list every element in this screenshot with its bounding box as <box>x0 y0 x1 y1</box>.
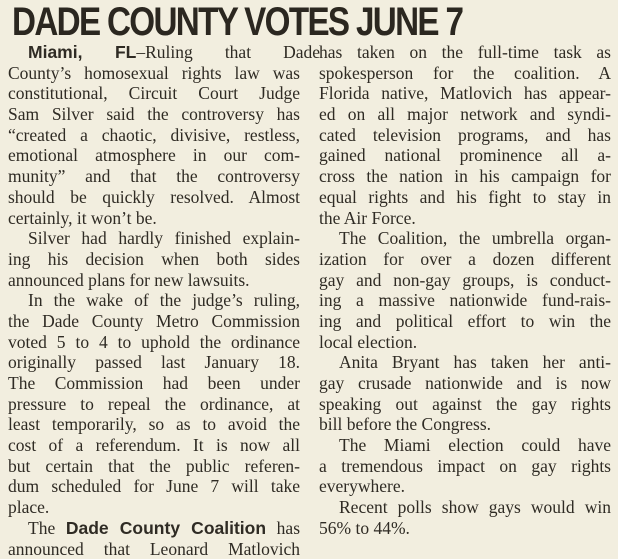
text-run: should be quickly resolved. Almost <box>8 187 300 207</box>
text-run: cost of a referendum. It is now all <box>8 435 300 455</box>
text-line <box>8 145 300 166</box>
text-line <box>8 456 300 477</box>
text-line <box>319 83 611 104</box>
text-line <box>8 394 300 415</box>
text-line <box>8 311 300 332</box>
bold-text-run: Miami, FL <box>28 42 136 62</box>
text-line <box>319 42 611 63</box>
text-run: ing and political effort to win the <box>319 311 611 331</box>
text-line <box>319 518 611 539</box>
text-line <box>319 456 611 477</box>
text-line <box>8 497 300 518</box>
text-run: The Coalition, the umbrella organ- <box>339 228 611 248</box>
text-line <box>8 518 300 539</box>
bold-text-run: Dade County Coalition <box>66 518 266 538</box>
text-run: but certain that the public referen- <box>8 456 300 476</box>
text-line <box>8 187 300 208</box>
text-run: cated television programs, and has <box>319 125 611 145</box>
text-line <box>319 311 611 332</box>
text-run: 56% to 44%. <box>319 518 410 538</box>
text-run: announced plans for new lawsuits. <box>8 270 250 290</box>
text-run: certainly, it won’t be. <box>8 208 157 228</box>
text-run: a tremendous impact on gay rights <box>319 456 611 476</box>
text-run: Silver had hardly finished explain- <box>28 228 300 248</box>
text-line <box>8 208 300 229</box>
text-run: ing his decision when both sides <box>8 249 300 269</box>
text-run: constitutional, Circuit Court Judge <box>8 83 300 103</box>
text-run: Anita Bryant has taken her anti- <box>339 352 611 372</box>
text-run: bill before the Congress. <box>319 414 491 434</box>
text-line <box>8 166 300 187</box>
text-line <box>319 373 611 394</box>
text-line <box>319 166 611 187</box>
text-line <box>319 63 611 84</box>
text-run: munity” and that the controversy <box>8 166 300 186</box>
text-line <box>319 187 611 208</box>
text-line <box>319 435 611 456</box>
text-line <box>8 249 300 270</box>
text-run: voted 5 to 4 to uphold the ordinance <box>8 332 300 352</box>
text-run: The Commission had been under <box>8 373 300 393</box>
text-run: The <box>28 518 66 538</box>
text-line <box>8 42 320 63</box>
text-line <box>8 373 300 394</box>
text-line <box>8 290 300 311</box>
text-line <box>8 476 300 497</box>
text-run: has <box>266 518 300 538</box>
text-run: gained national prominence all a- <box>319 145 611 165</box>
text-line <box>319 249 611 270</box>
text-run: originally passed last January 18. <box>8 352 300 372</box>
text-line <box>8 270 300 291</box>
text-run: emotional atmosphere in our com- <box>8 145 300 165</box>
text-line <box>319 414 611 435</box>
text-run: spokesperson for the coalition. A <box>319 63 611 83</box>
text-run: least temporarily, so as to avoid the <box>8 414 300 434</box>
text-run: dum scheduled for June 7 will take <box>8 476 300 496</box>
article-headline: DADE COUNTY VOTES JUNE 7 <box>12 2 510 42</box>
text-line <box>8 435 300 456</box>
text-line <box>319 228 611 249</box>
text-run: speaking out against the gay rights <box>319 394 611 414</box>
text-run: In the wake of the judge’s ruling, <box>28 290 300 310</box>
text-run: the Air Force. <box>319 208 416 228</box>
text-run: ing a massive nationwide fund-rais- <box>319 290 611 310</box>
text-line <box>319 208 611 229</box>
text-run: local election. <box>319 332 417 352</box>
text-run: County’s homosexual rights law was <box>8 63 300 83</box>
text-run: cross the nation in his campaign for <box>319 166 611 186</box>
text-run: everywhere. <box>319 476 405 496</box>
text-run: announced that Leonard Matlovich <box>8 539 300 559</box>
text-line <box>319 145 611 166</box>
text-line <box>319 497 611 518</box>
text-line <box>319 104 611 125</box>
text-run: gay and non-gay groups, is conduct- <box>319 270 611 290</box>
article-column-right <box>319 42 611 539</box>
text-line <box>8 414 300 435</box>
text-line <box>8 83 300 104</box>
text-run: ed on all major network and syndi- <box>319 104 611 124</box>
text-line <box>8 228 300 249</box>
text-run: Recent polls show gays would win <box>339 497 611 517</box>
text-run: Florida native, Matlovich has appear- <box>319 83 611 103</box>
text-run: The Miami election could have <box>339 435 611 455</box>
text-line <box>8 63 300 84</box>
text-line <box>8 104 300 125</box>
text-run: –Ruling that Dade <box>136 42 320 62</box>
text-line <box>8 352 300 373</box>
text-line <box>8 125 300 146</box>
text-run: has taken on the full-time task as <box>319 42 611 62</box>
text-run: the Dade County Metro Commission <box>8 311 300 331</box>
text-line <box>319 352 611 373</box>
text-line <box>319 270 611 291</box>
text-line <box>319 476 611 497</box>
text-run: ization for over a dozen different <box>319 249 611 269</box>
text-run: “created a chaotic, divisive, restless, <box>8 125 300 145</box>
text-run: Sam Silver said the controversy has <box>8 104 300 124</box>
text-run: equal rights and his fight to stay in <box>319 187 611 207</box>
text-run: place. <box>8 497 49 517</box>
text-run: gay crusade nationwide and is now <box>319 373 611 393</box>
text-line <box>319 394 611 415</box>
text-line <box>319 290 611 311</box>
text-line <box>319 125 611 146</box>
text-line <box>319 332 611 353</box>
text-run: pressure to repeal the ordinance, at <box>8 394 300 414</box>
article-column-left <box>8 42 300 559</box>
text-line <box>8 332 300 353</box>
